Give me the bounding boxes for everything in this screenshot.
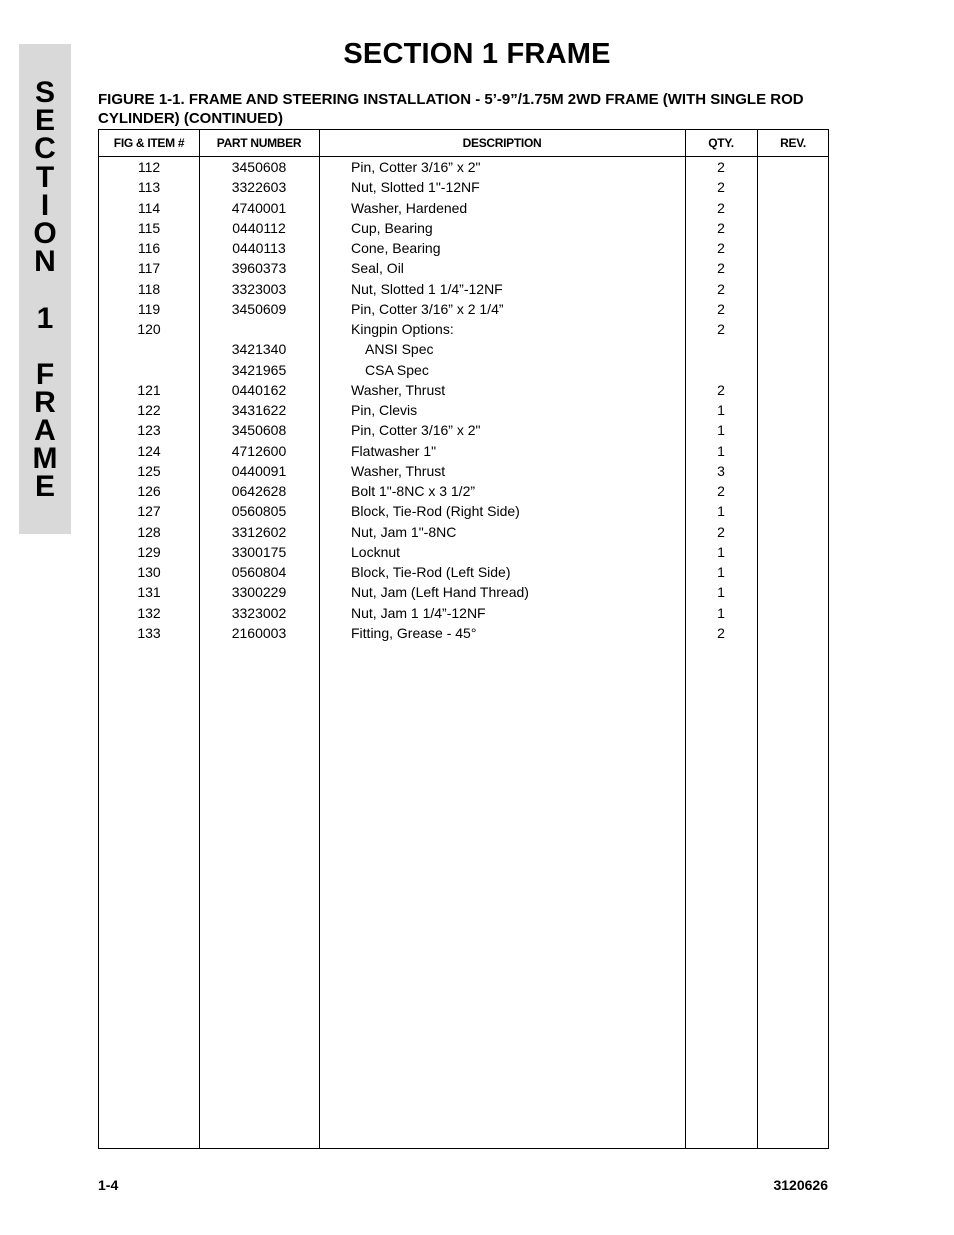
part-number-cell: 0440091 <box>231 462 287 479</box>
table-row <box>99 462 828 482</box>
side-tab-letter: R <box>34 386 56 419</box>
fig-item-cell: 119 <box>137 300 161 317</box>
side-tab-letter: S <box>34 76 55 109</box>
qty-cell: 2 <box>717 280 725 297</box>
fig-item-cell: 115 <box>137 219 161 236</box>
fig-item-cell: 131 <box>137 584 161 601</box>
qty-cell: 1 <box>717 422 725 439</box>
fig-item-cell: 129 <box>137 543 161 560</box>
part-number-cell: 4712600 <box>231 442 287 459</box>
side-tab-letter: O <box>33 217 57 250</box>
side-tab-letter: T <box>35 161 55 194</box>
table-row <box>99 502 828 522</box>
fig-item-cell: 133 <box>137 624 161 641</box>
fig-item-cell: 132 <box>137 604 161 621</box>
header-part-number: PART NUMBER <box>216 136 302 150</box>
side-tab-letter: I <box>40 189 50 222</box>
fig-item-cell: 122 <box>137 402 161 418</box>
part-number-cell: 3450608 <box>231 159 287 175</box>
description-cell: Pin, Cotter 3/16” x 2" <box>351 422 481 439</box>
part-number-cell: 2160003 <box>231 624 287 641</box>
header-description: DESCRIPTION <box>462 136 542 150</box>
fig-item-cell: 118 <box>137 280 161 297</box>
section-side-tab <box>19 44 71 534</box>
fig-item-cell: 116 <box>137 240 161 256</box>
qty-cell: 1 <box>717 503 725 520</box>
part-number-cell: 4740001 <box>231 199 287 216</box>
description-cell: Cone, Bearing <box>351 240 441 256</box>
qty-cell: 2 <box>717 240 725 256</box>
qty-cell: 3 <box>717 462 725 479</box>
qty-cell: 2 <box>717 199 725 216</box>
fig-item-cell: 121 <box>137 381 161 398</box>
table-row <box>99 401 828 421</box>
qty-cell: 1 <box>717 604 725 621</box>
table-row <box>99 583 828 603</box>
fig-item-cell: 125 <box>137 462 161 479</box>
qty-cell: 2 <box>717 483 725 499</box>
description-cell: Pin, Cotter 3/16” x 2" <box>351 159 481 175</box>
description-cell: Nut, Slotted 1 1/4”-12NF <box>351 280 503 297</box>
table-row <box>99 280 828 300</box>
part-number-cell: 3300229 <box>231 584 287 601</box>
table-row <box>99 300 828 320</box>
part-number-cell: 0560805 <box>231 503 287 520</box>
fig-item-cell: 113 <box>137 179 161 196</box>
table-body <box>99 158 828 644</box>
document-number: 3120626 <box>773 1177 828 1193</box>
description-cell: Flatwasher 1" <box>351 442 437 459</box>
fig-item-cell: 124 <box>137 442 161 459</box>
part-number-cell: 3300175 <box>231 543 287 560</box>
fig-item-cell: 123 <box>137 422 161 439</box>
part-number-cell: 0440112 <box>232 219 286 236</box>
table-row <box>99 543 828 563</box>
part-number-cell: 0440162 <box>231 381 287 398</box>
table-row <box>99 604 828 624</box>
qty-cell: 1 <box>717 543 725 560</box>
part-number-cell: 3960373 <box>231 260 287 277</box>
table-row <box>99 361 828 381</box>
fig-item-cell: 117 <box>137 260 161 277</box>
table-row <box>99 199 828 219</box>
qty-cell: 2 <box>717 624 725 641</box>
description-cell: Washer, Thrust <box>351 462 446 479</box>
description-cell: Block, Tie-Rod (Right Side) <box>351 503 520 520</box>
table-row <box>99 381 828 401</box>
part-number-cell: 0642628 <box>231 483 287 499</box>
part-number-cell: 0440113 <box>232 240 286 256</box>
side-tab-letter: F <box>35 358 55 391</box>
part-number-cell: 3322603 <box>231 179 287 196</box>
side-tab-letter: C <box>34 132 56 165</box>
description-cell: Kingpin Options: <box>351 321 454 337</box>
qty-cell: 1 <box>717 584 725 601</box>
side-tab-letter: 1 <box>36 302 54 335</box>
table-row <box>99 320 828 340</box>
description-cell: Block, Tie-Rod (Left Side) <box>351 564 511 580</box>
part-number-cell: 3323002 <box>231 604 287 621</box>
qty-cell: 2 <box>717 381 725 398</box>
qty-cell: 2 <box>717 321 725 337</box>
description-cell: Pin, Cotter 3/16” x 2 1/4” <box>351 300 504 317</box>
description-cell: Cup, Bearing <box>351 219 433 236</box>
table-row <box>99 421 828 441</box>
qty-cell: 2 <box>717 300 725 317</box>
side-tab-letter: A <box>34 414 56 447</box>
part-number-cell: 3450608 <box>231 422 287 439</box>
table-row <box>99 340 828 360</box>
figure-title: FIGURE 1-1. FRAME AND STEERING INSTALLATION - 5’-9”/1.75M 2WD FRAME (WITH SINGLE ROD CYLINDER) (CONTINUED) <box>98 91 804 127</box>
qty-cell: 2 <box>717 260 725 277</box>
description-cell: Nut, Slotted 1"-12NF <box>351 179 480 196</box>
fig-item-cell: 130 <box>137 564 161 580</box>
fig-item-cell: 112 <box>137 159 161 175</box>
qty-cell: 1 <box>717 564 725 580</box>
part-number-cell: 3421340 <box>231 341 287 358</box>
header-divider <box>99 156 828 157</box>
header-rev: REV. <box>780 136 806 150</box>
page-number: 1-4 <box>98 1177 119 1193</box>
side-tab-letter: N <box>34 245 56 278</box>
qty-cell: 2 <box>717 219 725 236</box>
page-title: SECTION 1 FRAME <box>343 38 611 70</box>
table-row <box>99 239 828 259</box>
table-row <box>99 482 828 502</box>
fig-item-cell: 128 <box>137 523 161 540</box>
table-row <box>99 563 828 583</box>
description-cell: Bolt 1"-8NC x 3 1/2” <box>351 483 476 499</box>
side-tab-letter: E <box>34 470 55 503</box>
part-number-cell: 3431622 <box>231 402 287 418</box>
description-cell: Seal, Oil <box>351 260 404 277</box>
side-tab-letter: M <box>32 442 58 475</box>
parts-table <box>98 129 829 1149</box>
qty-cell: 2 <box>717 523 725 540</box>
description-cell: Nut, Jam 1 1/4”-12NF <box>351 604 486 621</box>
description-cell: CSA Spec <box>365 361 429 378</box>
table-row <box>99 178 828 198</box>
qty-cell: 2 <box>717 179 725 196</box>
description-cell: ANSI Spec <box>365 341 434 358</box>
description-cell: Washer, Hardened <box>351 199 468 216</box>
fig-item-cell: 126 <box>137 483 161 499</box>
part-number-cell: 3312602 <box>231 523 287 540</box>
fig-item-cell: 114 <box>137 199 161 216</box>
qty-cell: 1 <box>717 442 725 459</box>
description-cell: Locknut <box>351 543 401 560</box>
part-number-cell: 3450609 <box>231 300 287 317</box>
table-row <box>99 523 828 543</box>
table-row <box>99 158 828 178</box>
header-fig-item: FIG & ITEM # <box>113 136 185 150</box>
part-number-cell: 3421965 <box>231 361 287 378</box>
qty-cell: 1 <box>717 402 725 418</box>
description-cell: Washer, Thrust <box>351 381 446 398</box>
description-cell: Pin, Clevis <box>351 402 418 418</box>
part-number-cell: 3323003 <box>231 280 287 297</box>
fig-item-cell: 127 <box>137 503 161 520</box>
table-row <box>99 624 828 644</box>
part-number-cell: 0560804 <box>231 564 287 580</box>
table-row <box>99 442 828 462</box>
qty-cell: 2 <box>717 159 725 175</box>
header-qty: QTY. <box>708 136 734 150</box>
fig-item-cell: 120 <box>137 321 161 337</box>
description-cell: Nut, Jam (Left Hand Thread) <box>351 584 529 601</box>
side-tab-letter: E <box>34 104 55 137</box>
description-cell: Nut, Jam 1"-8NC <box>351 523 457 540</box>
table-row <box>99 259 828 279</box>
table-row <box>99 219 828 239</box>
description-cell: Fitting, Grease - 45° <box>351 624 477 641</box>
